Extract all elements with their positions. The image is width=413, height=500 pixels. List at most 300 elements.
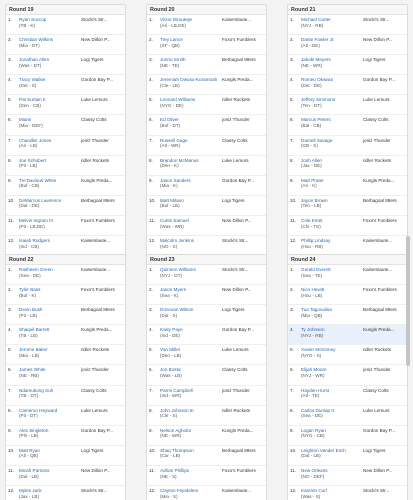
player-name-link[interactable]: New Orleans [301,467,328,473]
player-name-link[interactable]: Nelson Agholor [160,427,192,433]
player-name-link[interactable]: Cole Kmet [301,217,323,223]
round-panel [146,254,267,500]
player-name-link[interactable]: Melvin Ingram III [19,217,53,223]
round-title: Round 24 [288,255,407,265]
player-name-link[interactable]: Marcus Peters [301,117,331,123]
pick-number: 12. [290,488,297,494]
player-name-link[interactable]: DeMarcus Lawrence [19,197,62,203]
player-cell [301,388,363,405]
player-name-link[interactable]: Leighton Vander Esch [301,447,346,453]
pick-number: 8. [290,407,294,413]
player-cell [19,198,81,215]
player-position: (Jax - DE) [301,163,322,169]
player-name-link[interactable]: Shaq Thompson [160,447,194,453]
player-cell [160,488,222,500]
pick-row [147,216,266,236]
player-position: (Det - DE) [301,82,322,88]
player-position: (NYJ - RB) [301,22,324,28]
pick-row [288,365,407,385]
pick-number: 9. [8,177,12,183]
pick-row [147,466,266,486]
pick-row [147,345,266,365]
player-cell [301,17,363,34]
pick-number: 8. [8,157,12,163]
pick-number: 10. [8,447,15,453]
round-panel [146,4,267,257]
pick-row [147,486,266,500]
pick-row [288,305,407,325]
pick-number: 3. [8,57,12,63]
player-name-link[interactable]: Romeo Okwara [301,77,333,83]
player-name-link[interactable]: Leonard Williams [160,97,196,103]
player-name-link[interactable]: Tre'Davious White [19,177,57,183]
player-name-link[interactable]: Matt Ryan [19,447,40,453]
player-cell [19,367,81,384]
player-cell [160,388,222,405]
pick-row [147,15,266,35]
pick-number: 4. [290,327,294,333]
player-position: (GB - S) [301,143,318,149]
round-title: Round 20 [147,5,266,15]
player-position: (NE - S) [160,473,177,479]
fantasy-team-name: ridler Rockets [222,407,251,413]
player-position: (Atl - DE) [301,42,320,48]
player-position: (Mia - LB) [19,352,40,358]
player-name-link[interactable]: Matt Milano [160,197,184,203]
player-name-link[interactable]: Jayon Brown [301,197,328,203]
player-cell [19,158,81,175]
pick-number: 1. [290,267,294,272]
pick-row [288,95,407,115]
pick-number: 10. [149,447,156,453]
player-cell [160,307,222,324]
pick-row [6,55,125,75]
pick-number: 5. [290,97,294,103]
pick-number: 7. [8,137,12,143]
player-position: (NYG - CB) [301,433,325,439]
player-position: (NO - DEF) [301,473,325,479]
fantasy-team-name: Gordon Bay P... [222,327,255,333]
fantasy-team-name: Kaiserslaute... [363,238,393,244]
pick-number: 5. [8,347,12,353]
pick-number: 6. [149,117,153,123]
fantasy-team-name: Luke Lemurs [363,97,390,103]
player-cell [160,347,222,364]
round-title: Round 22 [6,255,125,265]
player-position: (Det - S) [19,82,37,88]
pick-number: 5. [290,347,294,353]
fantasy-team-name: Luke Lemurs [222,347,249,353]
player-name-link[interactable]: James White [19,367,46,373]
player-name-link[interactable]: Brandon McManus [160,157,199,163]
player-cell [19,17,81,34]
pick-row [147,426,266,446]
fantasy-team-name: ridler Rockets [222,97,251,103]
fantasy-team-name: Berbagoal 89ers [363,307,397,313]
player-position: (NYG - S) [301,352,322,358]
player-name-link[interactable]: Ed Oliver [160,117,179,123]
player-name-link[interactable]: Darnell Savage [301,137,333,143]
player-name-link[interactable]: Ty Johnson [301,327,325,333]
player-position: (Ari - LB) [19,143,38,149]
player-position: (Bal - CB) [301,123,322,129]
player-cell [301,267,363,284]
player-cell [19,428,81,445]
fantasy-team-name: Gordon Bay P... [363,77,396,83]
pick-row [147,325,266,345]
player-cell [301,468,363,485]
player-name-link[interactable]: Logan Ryan [301,427,326,433]
player-position: (TB - K) [19,22,36,28]
player-name-link[interactable]: Quinnen Williams [160,267,196,272]
player-cell [301,307,363,324]
player-cell [301,178,363,195]
pick-row [147,446,266,466]
player-cell [160,37,222,54]
pick-number: 11. [149,467,156,473]
player-name-link[interactable]: Carlos Dunlap II [301,407,334,413]
fantasy-team-name: joniz Thunder [222,117,250,123]
player-name-link[interactable]: Parris Campbell [160,387,193,393]
pick-number: 4. [8,77,12,83]
pick-number: 9. [149,427,153,433]
round-panel [287,254,408,500]
pick-row [147,136,266,156]
pick-number: 7. [290,387,294,393]
pick-row [288,386,407,406]
fantasy-team-name: Stocki's Str... [363,488,390,494]
fantasy-team-name: Foxo's Fumblers [363,287,397,293]
fantasy-team-name: New Dillon P... [363,467,393,473]
pick-row [147,55,266,75]
pick-row [288,176,407,196]
player-name-link[interactable]: Tyler Bass [19,287,41,293]
pick-number: 5. [149,97,153,103]
player-position: (NYJ - RB) [301,332,324,338]
pick-row [6,345,125,365]
fantasy-team-name: Kungls Preda... [363,327,395,333]
player-name-link[interactable]: Miami [19,117,32,123]
fantasy-team-name: Gordon Bay P... [81,77,114,83]
player-name-link[interactable]: Trey Lance [160,37,183,43]
player-position: (Was - WR) [160,223,184,229]
player-position: (NYG - DE) [160,102,184,108]
player-cell [160,198,222,215]
pick-row [6,305,125,325]
player-position: (Mia - DT) [19,42,40,48]
fantasy-team-name: ridler Rockets [363,347,392,353]
pick-number: 8. [149,157,153,163]
player-cell [160,178,222,195]
pick-number: 9. [290,177,294,183]
pick-number: 3. [290,57,294,63]
pick-row [6,486,125,500]
player-position: (Jax - LB) [19,493,39,499]
player-position: (Ten - DT) [301,102,322,108]
player-name-link[interactable]: Nico Hewitt [301,287,325,293]
pick-row [6,136,125,156]
player-name-link[interactable]: Jonathan Allen [19,57,50,63]
pick-row [147,176,266,196]
round-panel [5,4,126,257]
player-name-link[interactable]: Dante Fowler Jr. [301,37,335,43]
player-name-link[interactable]: Phillip Lindsay [301,238,331,244]
fantasy-team-name: Berbagoal 89ers [222,57,256,63]
pick-row [6,75,125,95]
pick-number: 1. [149,17,153,22]
player-position: (Buf - K) [19,292,37,298]
player-cell [160,267,222,284]
pick-number: 11. [290,217,297,223]
pick-number: 11. [8,217,15,223]
pick-number: 1. [290,17,294,22]
player-position: (TB - DT) [19,393,39,399]
pick-row [6,406,125,426]
player-name-link[interactable]: Clayton Fejedelem [160,488,199,494]
fantasy-team-name: Luke Lemurs [363,407,390,413]
fantasy-team-name: Luke Lemurs [81,407,108,413]
fantasy-team-name: Classy Colts [81,117,107,123]
player-cell [301,347,363,364]
player-name-link[interactable]: Kamren Curl [301,488,327,494]
player-name-link[interactable]: Russell Gage [160,137,188,143]
player-cell [301,117,363,134]
player-cell [160,408,222,425]
player-name-link[interactable]: Hayden Hurst [301,387,330,393]
player-cell [160,468,222,485]
player-cell [19,468,81,485]
player-name-link[interactable]: Micah Parsons [19,467,50,473]
player-name-link[interactable]: Rasheem Green [19,267,53,272]
pick-row [147,115,266,135]
player-position: (Dal - LB) [301,453,321,459]
pick-number: 6. [8,117,12,123]
fantasy-team-name: Logi Tigers [222,307,245,313]
pick-row [147,305,266,325]
player-name-link[interactable]: Matt Prater [301,177,324,183]
player-name-link[interactable]: Jakobi Meyers [301,57,331,63]
pick-number: 11. [149,217,156,223]
pick-number: 12. [149,488,156,494]
pick-row [288,325,407,345]
player-position: (Buf - LB) [160,203,180,209]
pick-row [6,156,125,176]
fantasy-team-name: joniz Thunder [363,137,391,143]
pick-row [6,95,125,115]
pick-row [6,216,125,236]
pick-row [288,426,407,446]
pick-number: 2. [149,287,153,293]
pick-number: 12. [290,238,297,244]
player-position: (Mia - DEF) [19,123,43,129]
player-cell [19,347,81,364]
player-name-link[interactable]: Von Miller [160,347,181,353]
player-name-link[interactable]: Adrian Phillips [160,467,190,473]
pick-row [6,285,125,305]
fantasy-team-name: Kaiserslaute... [222,17,252,22]
player-name-link[interactable]: Isaiah Rodgers [19,238,50,244]
fantasy-team-name: Kaiserslaute... [81,238,111,244]
player-position: (NE - WR) [160,433,182,439]
player-name-link[interactable]: Ryan Succop [19,17,47,22]
fantasy-team-name: ridler Rockets [81,347,110,353]
pick-number: 2. [8,37,12,43]
pick-row [6,176,125,196]
round-title: Round 21 [288,5,407,15]
player-name-link[interactable]: Jason Sanders [160,177,191,183]
player-name-link[interactable]: Tracy Walker [19,77,46,83]
player-name-link[interactable]: Curtis Samuel [160,217,189,223]
pick-number: 4. [149,327,153,333]
player-position: (Atl - WR) [160,143,181,149]
fantasy-team-name: Stocki's Str... [222,267,249,272]
player-cell [301,448,363,465]
scrollbar[interactable] [406,236,410,366]
player-name-link[interactable]: Tua Tagovailoa [301,307,332,313]
player-name-link[interactable]: John Johnson III [160,407,194,413]
player-name-link[interactable]: Malcolm Jenkins [160,238,194,244]
pick-number: 4. [149,77,153,83]
player-cell [301,158,363,175]
fantasy-team-name: Logi Tigers [222,197,245,203]
pick-number: 10. [149,197,156,203]
pick-number: 7. [149,387,153,393]
fantasy-team-name: Classy Colts [363,387,389,393]
player-name-link[interactable]: Victor Dimukeje [160,17,193,22]
player-name-link[interactable]: Cameron Heyward [19,407,58,413]
player-name-link[interactable]: Devin Bush [19,307,43,313]
pick-number: 12. [8,488,15,494]
player-position: (Phi - LB) [19,433,39,439]
player-position: (Sea - DE) [19,272,41,278]
pick-number: 2. [290,37,294,43]
player-position: (Den - LB) [160,352,182,358]
round-title: Round 19 [6,5,125,15]
player-position: (Buf - DT) [160,123,181,129]
pick-number: 1. [8,267,12,272]
player-cell [160,117,222,134]
pick-row [288,55,407,75]
player-name-link[interactable]: Jeremiah Owusu-Koramoah [160,77,218,83]
round-title: Round 23 [147,255,266,265]
player-position: (Ind - DE) [160,332,180,338]
pick-row [6,196,125,216]
player-name-link[interactable]: Jerome Baker [19,347,48,353]
pick-row [288,75,407,95]
fantasy-team-name: Berbagoal 89ers [81,197,115,203]
pick-row [6,35,125,55]
player-name-link[interactable]: Myles Jack [19,488,42,494]
pick-number: 8. [149,407,153,413]
player-name-link[interactable]: Joe Schobert [19,157,47,163]
pick-row [288,115,407,135]
player-cell [19,448,81,465]
player-cell [19,178,81,195]
pick-row [288,486,407,500]
pick-row [147,406,266,426]
pick-number: 2. [8,287,12,293]
player-name-link[interactable]: Josh Allen [301,157,322,163]
player-position: (Sea - DE) [301,413,323,419]
player-name-link[interactable]: Shaquil Barrett [19,327,50,333]
pick-row [288,285,407,305]
fantasy-team-name: Kungls Preda... [81,177,113,183]
pick-row [6,15,125,35]
player-position: (Ten - LB) [301,203,322,209]
pick-row [147,365,266,385]
fantasy-team-name: New Dillon P... [222,287,252,293]
pick-row [288,15,407,35]
player-name-link[interactable]: Donovan Wilson [160,307,194,313]
fantasy-team-name: Foxo's Fumblers [363,217,397,223]
pick-row [288,446,407,466]
pick-row [6,265,125,285]
player-position: (NYJ - DT) [160,272,182,278]
player-name-link[interactable]: Chandler Jones [19,137,52,143]
player-cell [160,57,222,74]
fantasy-team-name: New Dillon P... [222,217,252,223]
fantasy-team-name: Kaiserslaute... [81,267,111,272]
pick-number: 6. [290,117,294,123]
pick-row [6,386,125,406]
player-name-link[interactable]: Gerald Everett [301,267,331,272]
player-cell [301,287,363,304]
player-name-link[interactable]: Jeffery Simmons [301,97,336,103]
player-name-link[interactable]: Kwity Paye [160,327,183,333]
fantasy-team-name: Berbagoal 89ers [222,447,256,453]
pick-row [147,265,266,285]
player-name-link[interactable]: Jonnu Smith [160,57,186,63]
fantasy-team-name: Foxo's Fumblers [222,467,256,473]
player-cell [19,388,81,405]
player-position: (Was - S) [301,493,321,499]
player-position: (NE - WR) [301,62,323,68]
player-position: (Pit - LB,DE) [19,223,45,229]
player-position: (Was - DT) [19,62,42,68]
player-name-link[interactable]: Jon Bostic [160,367,182,373]
fantasy-team-name: ridler Rockets [81,157,110,163]
player-name-link[interactable]: Ndamukong Suh [19,387,54,393]
player-cell [301,428,363,445]
pick-number: 5. [149,347,153,353]
pick-row [147,75,266,95]
player-name-link[interactable]: Pat Surtain II [19,97,46,103]
pick-row [6,446,125,466]
player-name-link[interactable]: Michael Carter [301,17,331,22]
fantasy-team-name: Stocki's Str... [222,238,249,244]
player-position: (NE - TE) [160,62,180,68]
fantasy-team-name: Logi Tigers [363,57,386,63]
player-position: (SF - QB) [160,42,180,48]
pick-row [288,136,407,156]
player-position: (Ind - CB) [19,243,39,249]
fantasy-team-name: Luke Lemurs [222,157,249,163]
player-name-link[interactable]: Alex Singleton [19,427,49,433]
player-position: (Atl - TE) [301,393,320,399]
player-name-link[interactable]: Xavier McKinney [301,347,336,353]
player-position: (Was - LB) [160,373,182,379]
pick-row [288,216,407,236]
player-name-link[interactable]: Christian Wilkins [19,37,53,43]
fantasy-team-name: Gordon Bay P... [222,177,255,183]
player-position: (TB - LB) [19,332,38,338]
pick-number: 7. [290,137,294,143]
player-cell [19,138,81,155]
pick-number: 1. [8,17,12,22]
fantasy-team-name: Berbagoal 89ers [363,197,397,203]
player-name-link[interactable]: Elijah Moore [301,367,327,373]
player-name-link[interactable]: Jason Myers [160,287,187,293]
